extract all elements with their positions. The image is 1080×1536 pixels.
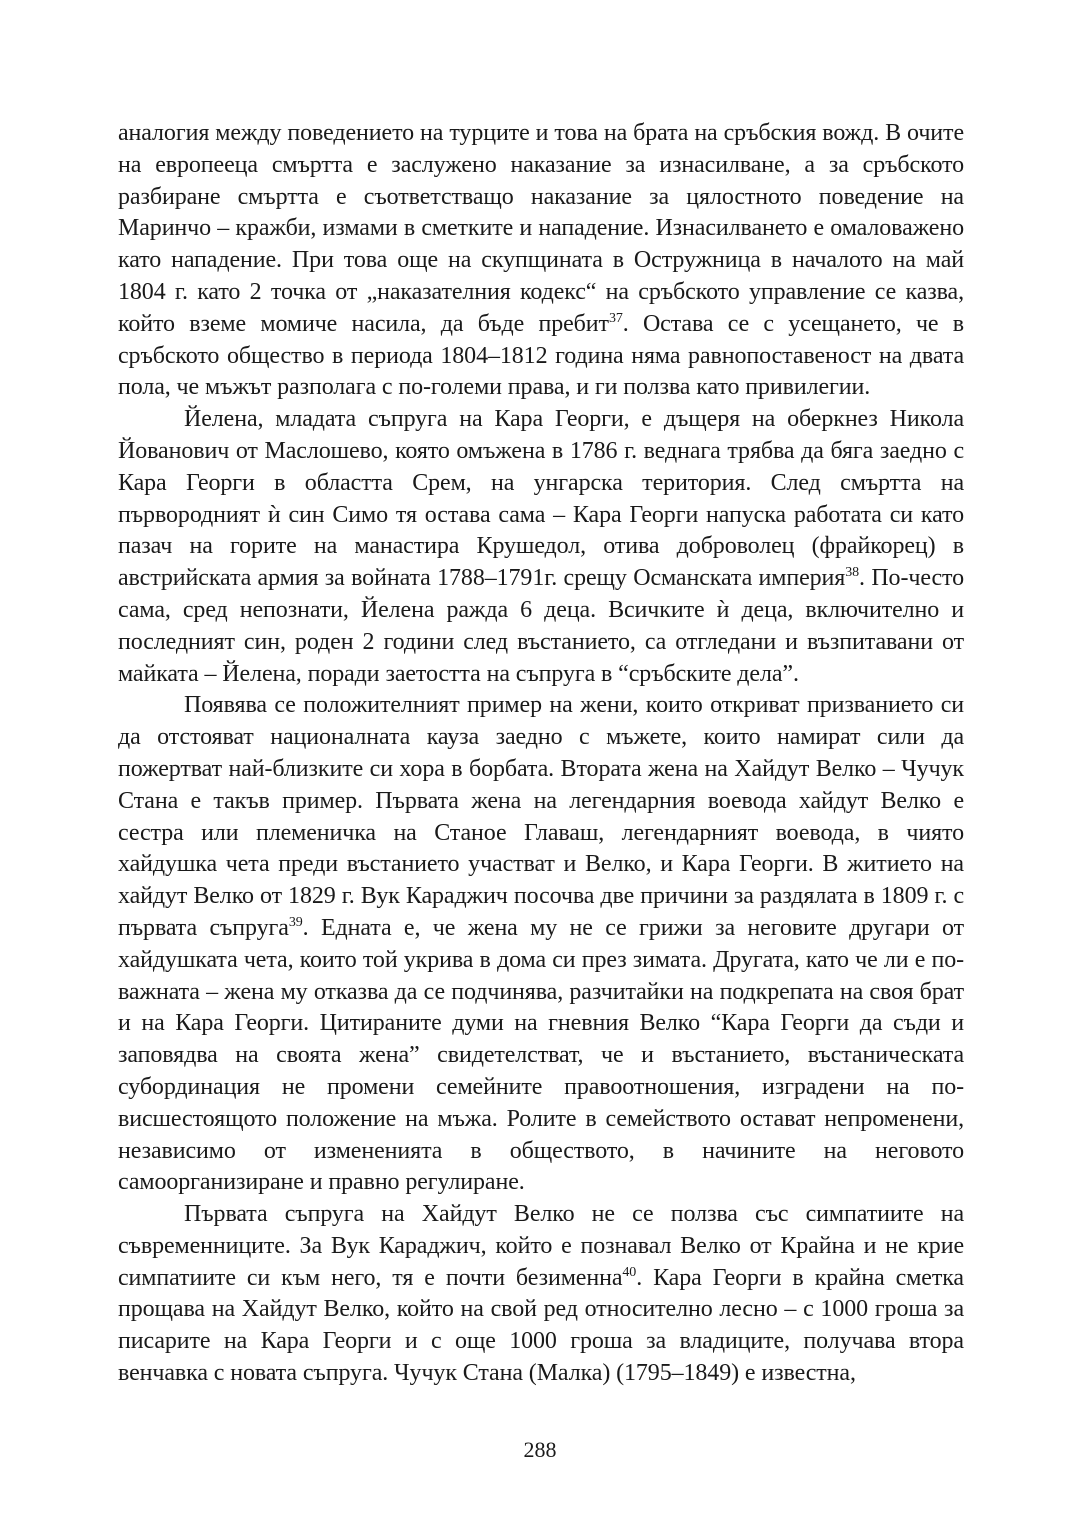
paragraph-text: . Остава се с усещането, че в сръбското общество в периода 1804–1812 година няма равнопоставеност на двата пола, че мъжът разполага с по-големи права, и ги ползва като привилегии. [118, 310, 965, 401]
paragraph-text: . По-често сама, сред непознати, Йелена ражда 6 деца. Всичките ѝ деца, включително и последният син, роден 2 години след въстанието, са отгледани и възпитавани от майката – Йелена, поради заетостта на съпруга в “сръбските дела”. [118, 565, 964, 687]
paragraph-4 [118, 1199, 964, 1390]
footnote-marker: 37 [608, 310, 623, 326]
paragraph-text: Първата съпруга на Хайдут Велко не се ползва със симпатиите на съвременниците. За Вук Караджич, който е познавал Велко от Крайна и не крие симпатиите си към него, тя е почти безименна [118, 1201, 964, 1291]
paragraph-3 [118, 690, 964, 1199]
footnote-marker: 40 [622, 1264, 637, 1280]
footnote-marker: 39 [288, 914, 303, 930]
body-text [118, 118, 964, 1390]
footnote-marker: 38 [845, 565, 860, 581]
paragraph-2 [118, 404, 964, 690]
paragraph-text: аналогия между поведението на турците и това на брата на сръбския вожд. В очите на европееца смъртта е заслужено наказание за изнасилване, а за сръбското разбиране смъртта е съответстващо наказание за цялостното поведение на Маринчо – кражби, измами в сметките и нападение. Изнасилването е омаловажено като нападение. При това още на скупщината в Остружница в началото на май 1804 г. като 2 точка от „наказателния кодекс“ на сръбското управление се казва, който вземе момиче насила, да бъде пребит [118, 120, 964, 337]
paragraph-text: . Едната е, че жена му не се грижи за неговите другари от хайдушката чета, които той укрива в дома си през зимата. Другата, като че ли е по-важната – жена му отказва да се подчинява, разчитайки на подкрепата на своя брат и на Кара Георги. Цитираните думи на гневния Велко “Кара Георги да съди и заповядва на своята жена” свидетелстват, че и въстанието, въстаническата субординация не промени семейните правоотношения, изградени на по-висшестоящото положение на мъжа. Ролите в семейството остават непроменени, независимо от измененията в обществото, в начините на неговото самоорганизиране и правно регулиране. [118, 914, 964, 1196]
paragraph-text: . Кара Георги в крайна сметка прощава на Хайдут Велко, който на свой ред относително лесно – с 1000 гроша за писарите на Кара Георги и с още 1000 гроша за владиците, получава втора венчавка с новата съпруга. Чучук Стана (Малка) (1795–1849) е известна, [118, 1264, 964, 1387]
paragraph-1 [118, 118, 964, 404]
paragraph-text: Йелена, младата съпруга на Кара Георги, е дъщеря на оберкнез Никола Йованович от Маслошево, която омъжена в 1786 г. веднага трябва да бяга заедно с Кара Георги в областта Срем, на унгарска територия. След смъртта на първородният ѝ син Симо тя остава сама – Кара Георги напуска работата си като пазач на горите на манастира Крушедол, отива доброволец (фрайкорец) в австрийската армия за войната 1788–1791г. срещу Османската империя [118, 406, 964, 592]
page-number: 288 [523, 1437, 557, 1462]
paragraph-text: Появява се положителният пример на жени, които откриват призванието си да отстояват националната кауза заедно с мъжете, които намират сили да пожертват най-близките си хора в борбата. Втората жена на Хайдут Велко – Чучук Стана е такъв пример. Първата жена на легендарния воевода хайдут Велко е сестра или племеничка на Станое Главаш, легендарният воевода, в чиято хайдушка чета преди въстанието участват и Велко, и Кара Георги. В житието на хайдут Велко от 1829 г. Вук Караджич посочва две причини за раздялата в 1809 г. с първата съпруга [118, 692, 964, 941]
